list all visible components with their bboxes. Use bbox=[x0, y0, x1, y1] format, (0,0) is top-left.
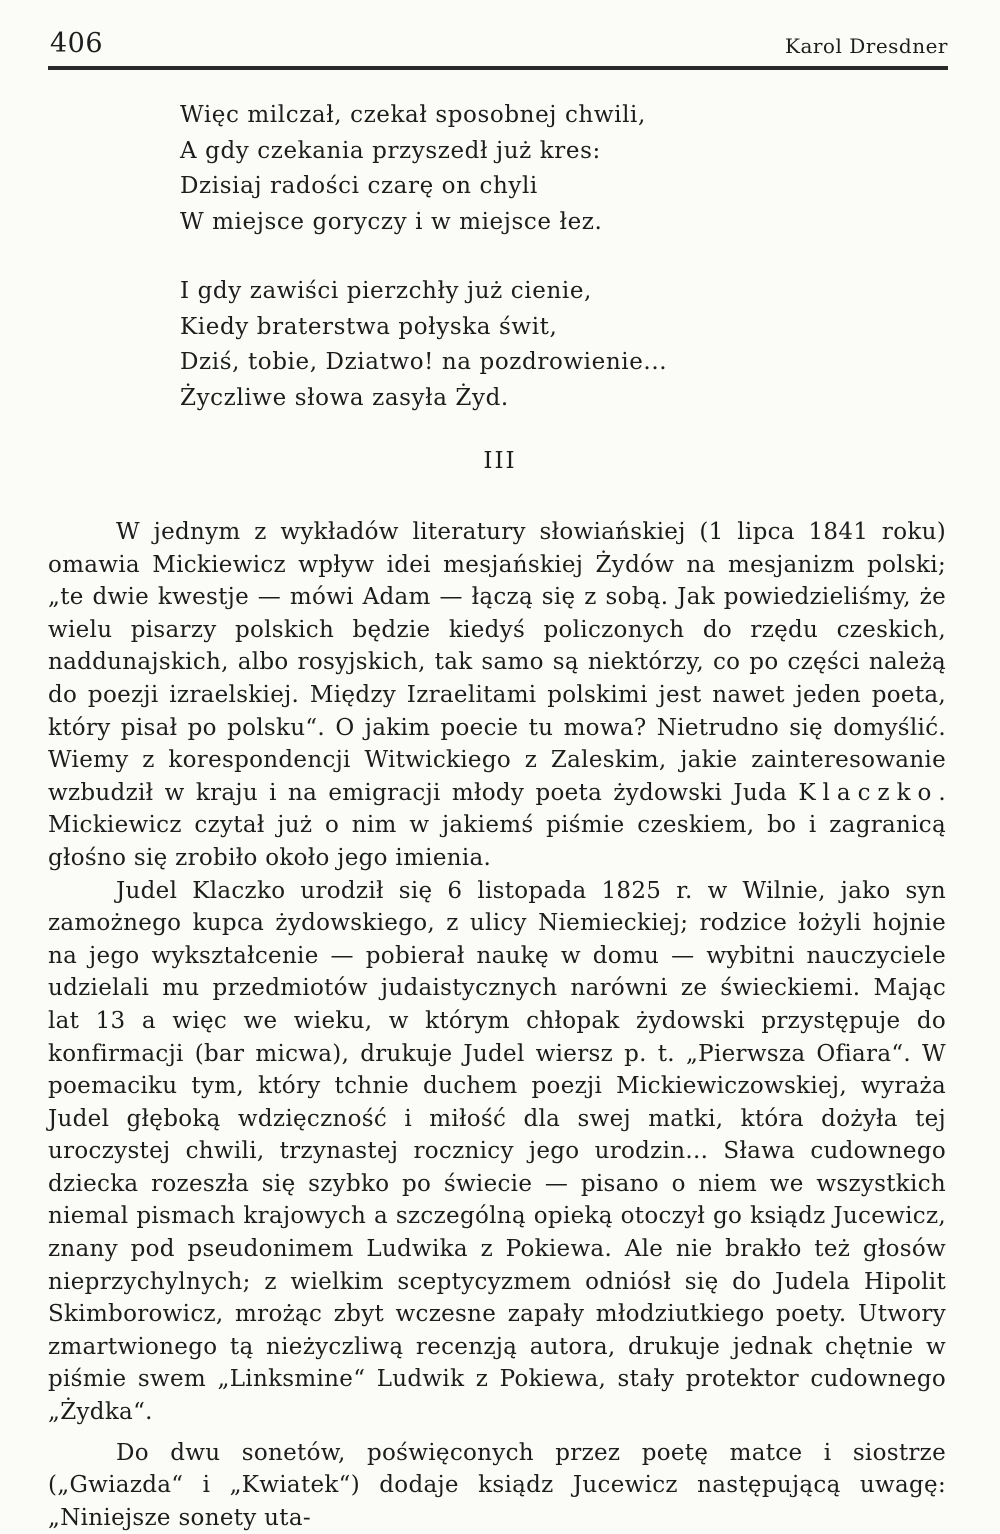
header-rule bbox=[48, 66, 948, 70]
poem bbox=[180, 98, 800, 450]
body-text bbox=[48, 516, 946, 1534]
paragraph bbox=[48, 516, 946, 875]
poem-line: Kiedy braterstwa połyska świt, bbox=[180, 313, 558, 340]
paragraph: Judel Klaczko urodził się 6 listopada 1825 r. w Wilnie, jako syn zamożnego kupca żydowskiego, z ulicy Niemieckiej; rodzice łożyli hojnie na jego wykształcenie — pobierał naukę w domu — wybitni nauczyciele udzielali mu przedmiotów judaistycznych narówni ze świeckiemi. Mając lat 13 a więc we wieku, w którym chłopak żydowski przystępuje do konfirmacji (bar micwa), drukuje Judel wiersz p. t. „Pierwsza Ofiara“. W poemaciku tym, który tchnie duchem poezji Mickiewiczowskiej, wyraża Judel głęboką wdzięczność i miłość dla swej matki, która dożyła tej uroczystej chwili, trzynastej rocznicy jego urodzin... Sława cudownego dziecka rozeszła się szybko po świecie — pisano o niem we wszystkich niemal pismach krajowych a szczególną opieką otoczył go ksiądz Jucewicz, znany pod pseudonimem Ludwika z Pokiewa. Ale nie brakło też głosów nieprzychylnych; z wielkim sceptycyzmem odniósł się do Judela Hipolit Skimborowicz, mrożąc zbyt wczesne zapały młodziutkiego poety. Utwory zmartwionego tą nieżyczliwą recenzją autora, drukuje jednak chętnie w piśmie swem „Linksmine“ Ludwik z Pokiewa, stały protektor cudownego „Żydka“. bbox=[48, 877, 946, 1426]
poem-line: Życzliwe słowa zasyła Żyd. bbox=[180, 384, 509, 411]
poem-line: I gdy zawiści pierzchły już cienie, bbox=[180, 278, 592, 304]
poem-line: Dziś, tobie, Dziatwo! na pozdrowienie... bbox=[180, 349, 668, 375]
running-head: Karol Dresdner bbox=[785, 34, 948, 58]
paragraph: Do dwu sonetów, poświęconych przez poetę matce i siostrze („Gwiazda“ i „Kwiatek“) dodaje ksiądz Jucewicz następującą uwagę: „Niniejsze sonety uta- bbox=[48, 1439, 946, 1531]
poem-line: Dzisiaj radości czarę on chyli bbox=[180, 173, 538, 199]
section-heading: III bbox=[483, 448, 517, 474]
page-header bbox=[50, 28, 948, 60]
poem-stanza bbox=[180, 274, 800, 416]
spaced-name: Klaczko bbox=[798, 779, 939, 806]
poem-line: Więc milczał, czekał sposobnej chwili, bbox=[180, 102, 646, 128]
poem-stanza bbox=[180, 98, 800, 240]
page-number: 406 bbox=[50, 28, 104, 59]
paragraph-text: W jednym z wykładów literatury słowiańskiej (1 lipca 1841 roku) omawia Mickiewicz wpływ idei mesjańskiej Żydów na mesjanizm polski; „te dwie kwestje — mówi Adam — łączą się z sobą. Jak powiedzieliśmy, że wielu pisarzy polskich będzie kiedyś policzonych do rzędu czeskich, naddunajskich, albo rosyjskich, tak samo są niektórzy, co po części należą do poezji izraelskiej. Między Izraelitami polskimi jest nawet jeden poeta, który pisał po polsku“. O jakim poecie tu mowa? Nietrudno się domyślić. Wiemy z korespondencji Witwickiego z Zaleskim, jakie zainteresowanie wzbudził w kraju i na emigracji młody poeta żydowski Juda bbox=[48, 519, 946, 806]
poem-line: W miejsce goryczy i w miejsce łez. bbox=[180, 208, 603, 235]
poem-line: A gdy czekania przyszedł już kres: bbox=[180, 137, 601, 164]
paragraph-text: . Mickiewicz czytał już o nim w jakiemś piśmie czeskiem, bo i zagranicą głośno się zrobiło około jego imienia. bbox=[48, 779, 946, 871]
